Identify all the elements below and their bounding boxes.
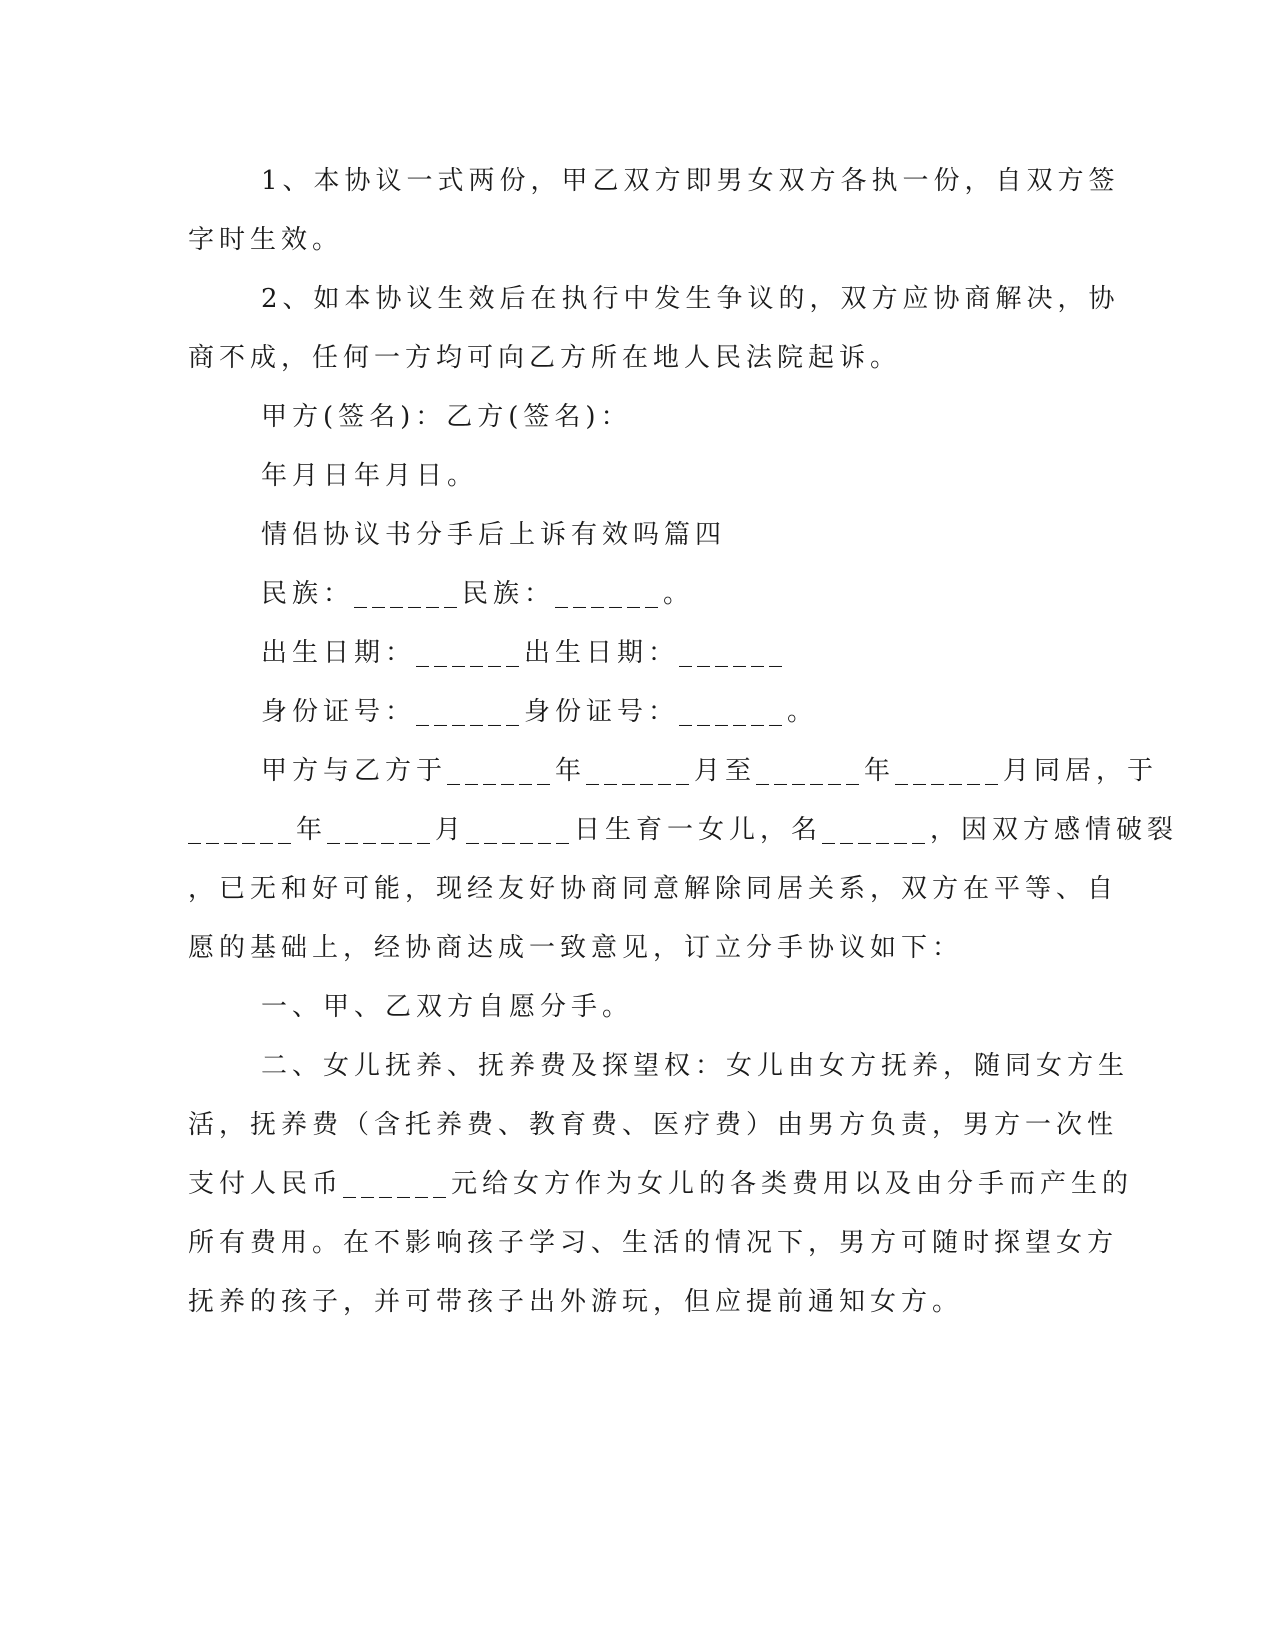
text-line: 2、如本协议生效后在执行中发生争议的，双方应协商解决，协: [261, 284, 1120, 314]
text-line: 身份证号：______身份证号：______。: [261, 697, 819, 727]
text-line: ，已无和好可能，现经友好协商同意解除同居关系，双方在平等、自: [188, 874, 1119, 904]
text-line: 年月日年月日。: [261, 461, 479, 491]
text-line: 所有费用。在不影响孩子学习、生活的情况下，男方可随时探望女方: [188, 1228, 1119, 1258]
text-line: 商不成，任何一方均可向乙方所在地人民法院起诉。: [188, 343, 902, 373]
text-line: 活，抚养费（含托养费、教育费、医疗费）由男方负责，男方一次性: [188, 1110, 1119, 1140]
text-line: ______年______月______日生育一女儿，名______，因双方感情破裂: [188, 815, 1179, 845]
text-line: 支付人民币______元给女方作为女儿的各类费用以及由分手而产生的: [188, 1169, 1134, 1199]
text-line: 愿的基础上，经协商达成一致意见，订立分手协议如下：: [188, 933, 964, 963]
text-line: 甲方(签名)：乙方(签名)：: [261, 402, 632, 432]
text-line: 二、女儿抚养、抚养费及探望权：女儿由女方抚养，随同女方生: [261, 1051, 1130, 1081]
text-line: 一、甲、乙双方自愿分手。: [261, 992, 634, 1022]
text-line: 抚养的孩子，并可带孩子出外游玩，但应提前通知女方。: [188, 1287, 964, 1317]
section-heading: 情侣协议书分手后上诉有效吗篇四: [261, 520, 727, 550]
text-line: 字时生效。: [188, 225, 344, 255]
text-line: 1、本协议一式两份，甲乙双方即男女双方各执一份，自双方签: [261, 166, 1120, 196]
text-line: 出生日期：______出生日期：______: [261, 638, 788, 668]
text-line: 甲方与乙方于______年______月至______年______月同居，于: [261, 756, 1159, 786]
text-line: 民族：______民族：______。: [261, 579, 695, 609]
